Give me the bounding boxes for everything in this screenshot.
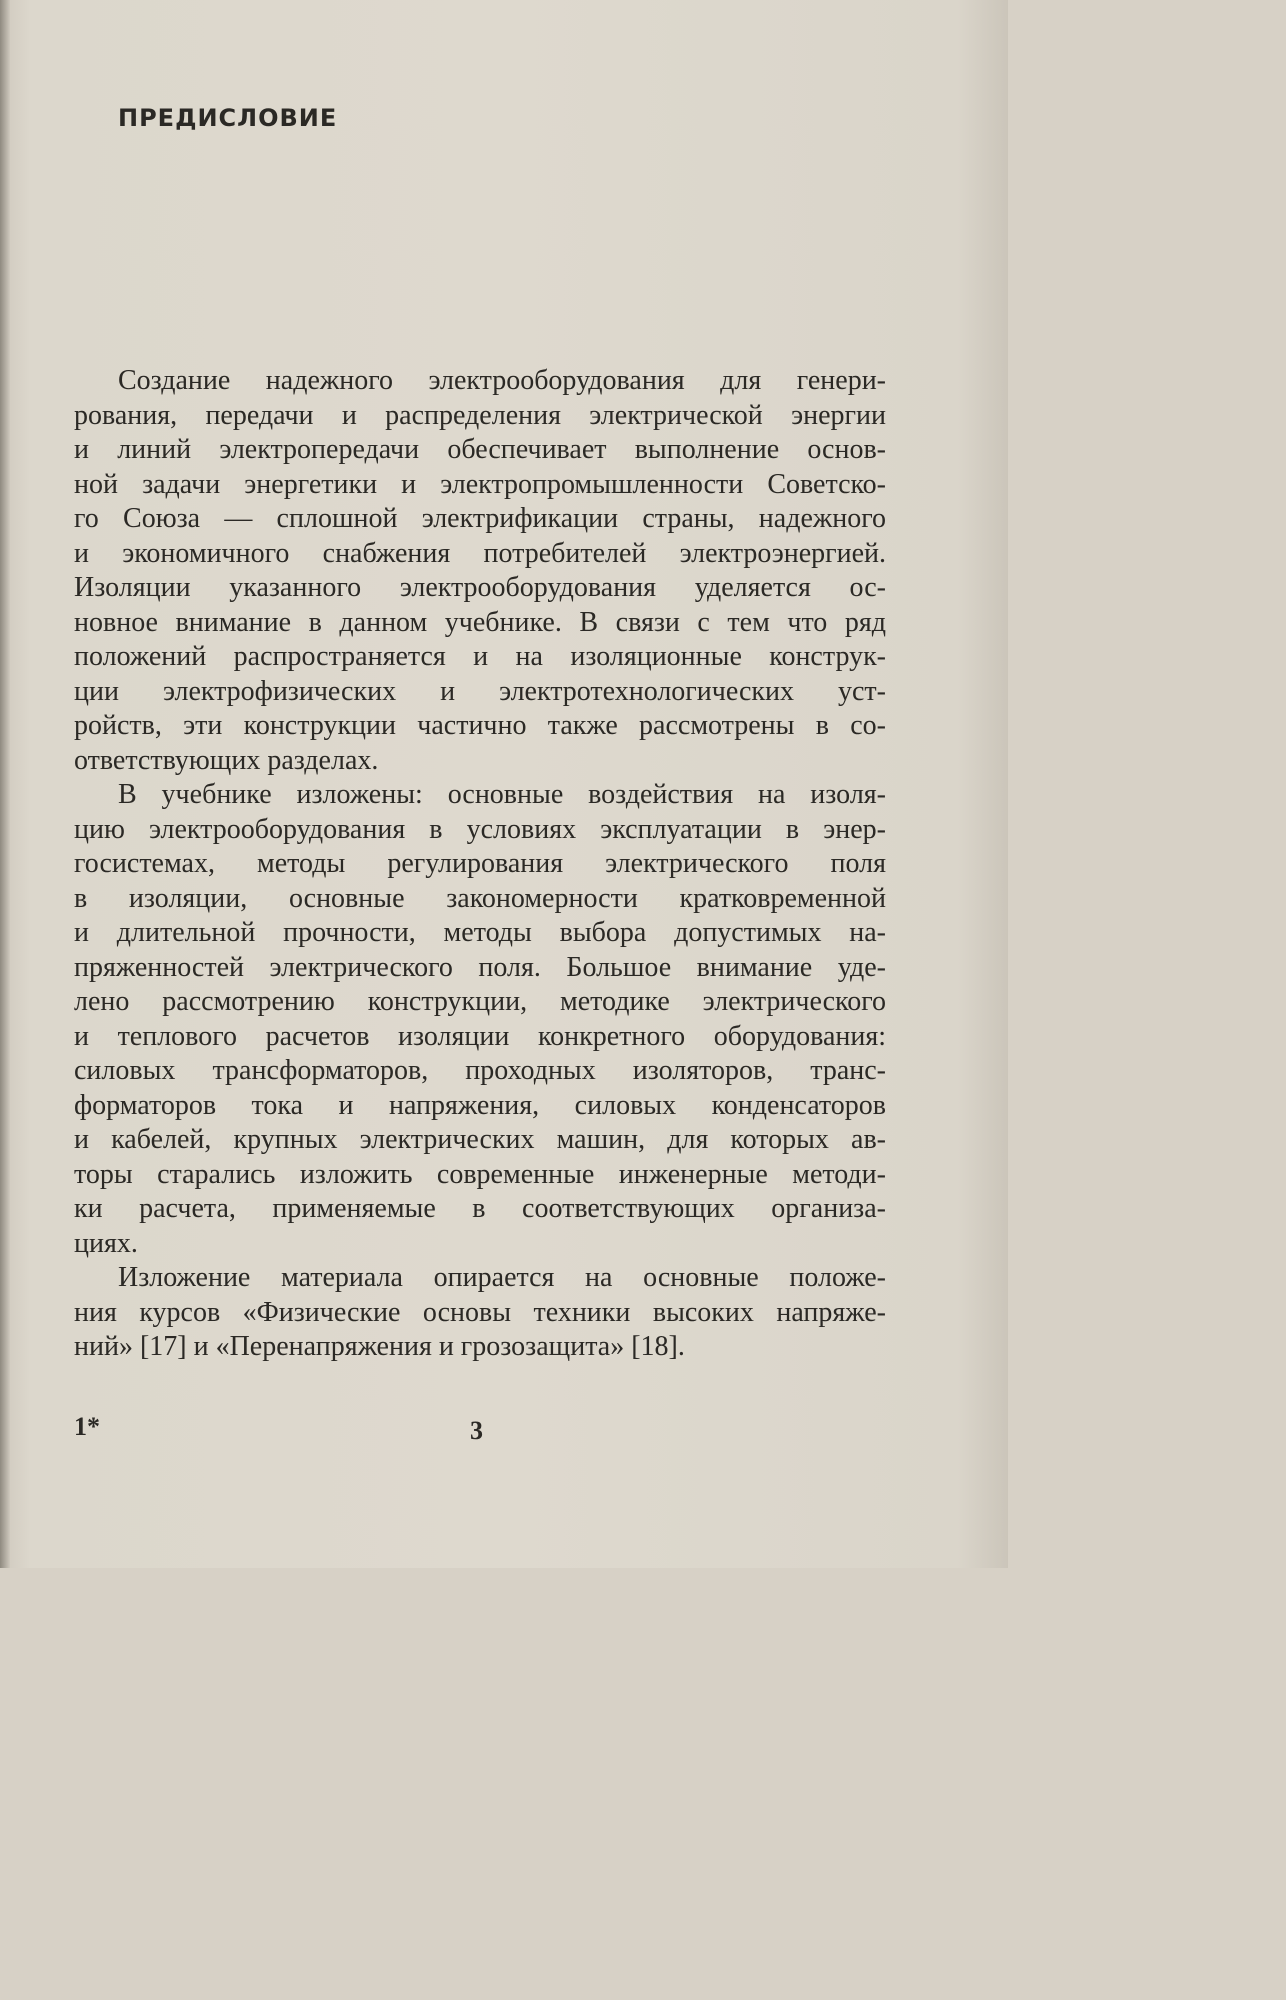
text-line: форматоров тока и напряжения, силовых конденсаторов: [74, 1089, 886, 1121]
text-line: и длительной прочности, методы выбора допустимых на-: [74, 917, 886, 948]
text-line: ний» [17] и «Перенапряжения и грозозащита» [18].: [74, 1331, 685, 1362]
text-line: госистемах, методы регулирования электрического поля: [74, 848, 886, 879]
paragraph: [74, 778, 886, 1261]
page-number: 3: [470, 1416, 483, 1445]
text-line: Изложение материала опирается на основные положе-: [118, 1262, 886, 1293]
text-line: и линий электропередачи обеспечивает выполнение основ-: [74, 434, 886, 465]
text-line: ции электрофизических и электротехнологических уст-: [74, 675, 886, 707]
text-line: В учебнике изложены: основные воздействия на изоля-: [118, 779, 886, 810]
text-line: торы старались изложить современные инженерные методи-: [74, 1158, 886, 1190]
text-line: новное внимание в данном учебнике. В связи с тем что ряд: [74, 606, 886, 638]
text-line: рования, передачи и распределения электрической энергии: [74, 399, 886, 431]
text-line: циях.: [74, 1227, 138, 1259]
text-line: цию электрооборудования в условиях эксплуатации в энер-: [74, 813, 886, 845]
body-text: [74, 364, 886, 1365]
text-line: пряженностей электрического поля. Большое внимание уде-: [74, 951, 886, 983]
text-line: и теплового расчетов изоляции конкретного оборудования:: [74, 1020, 886, 1052]
paragraph: [74, 364, 886, 778]
text-line: положений распространяется и на изоляционные конструк-: [74, 641, 886, 672]
signature-mark: 1*: [74, 1412, 100, 1441]
text-line: в изоляции, основные закономерности кратковременной: [74, 882, 886, 914]
text-line: ной задачи энергетики и электропромышленности Советско-: [74, 468, 886, 500]
text-line: Изоляции указанного электрооборудования уделяется ос-: [74, 572, 886, 603]
text-line: силовых трансформаторов, проходных изоляторов, транс-: [74, 1055, 886, 1086]
text-line: Создание надежного электрооборудования для генери-: [118, 365, 886, 396]
text-line: ния курсов «Физические основы техники высоких напряже-: [74, 1296, 886, 1328]
text-line: ответствующих разделах.: [74, 744, 379, 776]
text-line: ройств, эти конструкции частично также рассмотрены в со-: [74, 710, 886, 741]
text-line: лено рассмотрению конструкции, методике электрического: [74, 986, 886, 1017]
spine-shadow: [0, 0, 10, 1568]
text-line: го Союза — сплошной электрификации страны, надежного: [74, 503, 886, 534]
text-line: ки расчета, применяемые в соответствующих организа-: [74, 1193, 886, 1224]
text-line: и экономичного снабжения потребителей электроэнергией.: [74, 537, 886, 569]
page-title: ПРЕДИСЛОВИЕ: [118, 104, 338, 132]
paragraph: [74, 1261, 886, 1365]
text-line: и кабелей, крупных электрических машин, для которых ав-: [74, 1124, 886, 1155]
